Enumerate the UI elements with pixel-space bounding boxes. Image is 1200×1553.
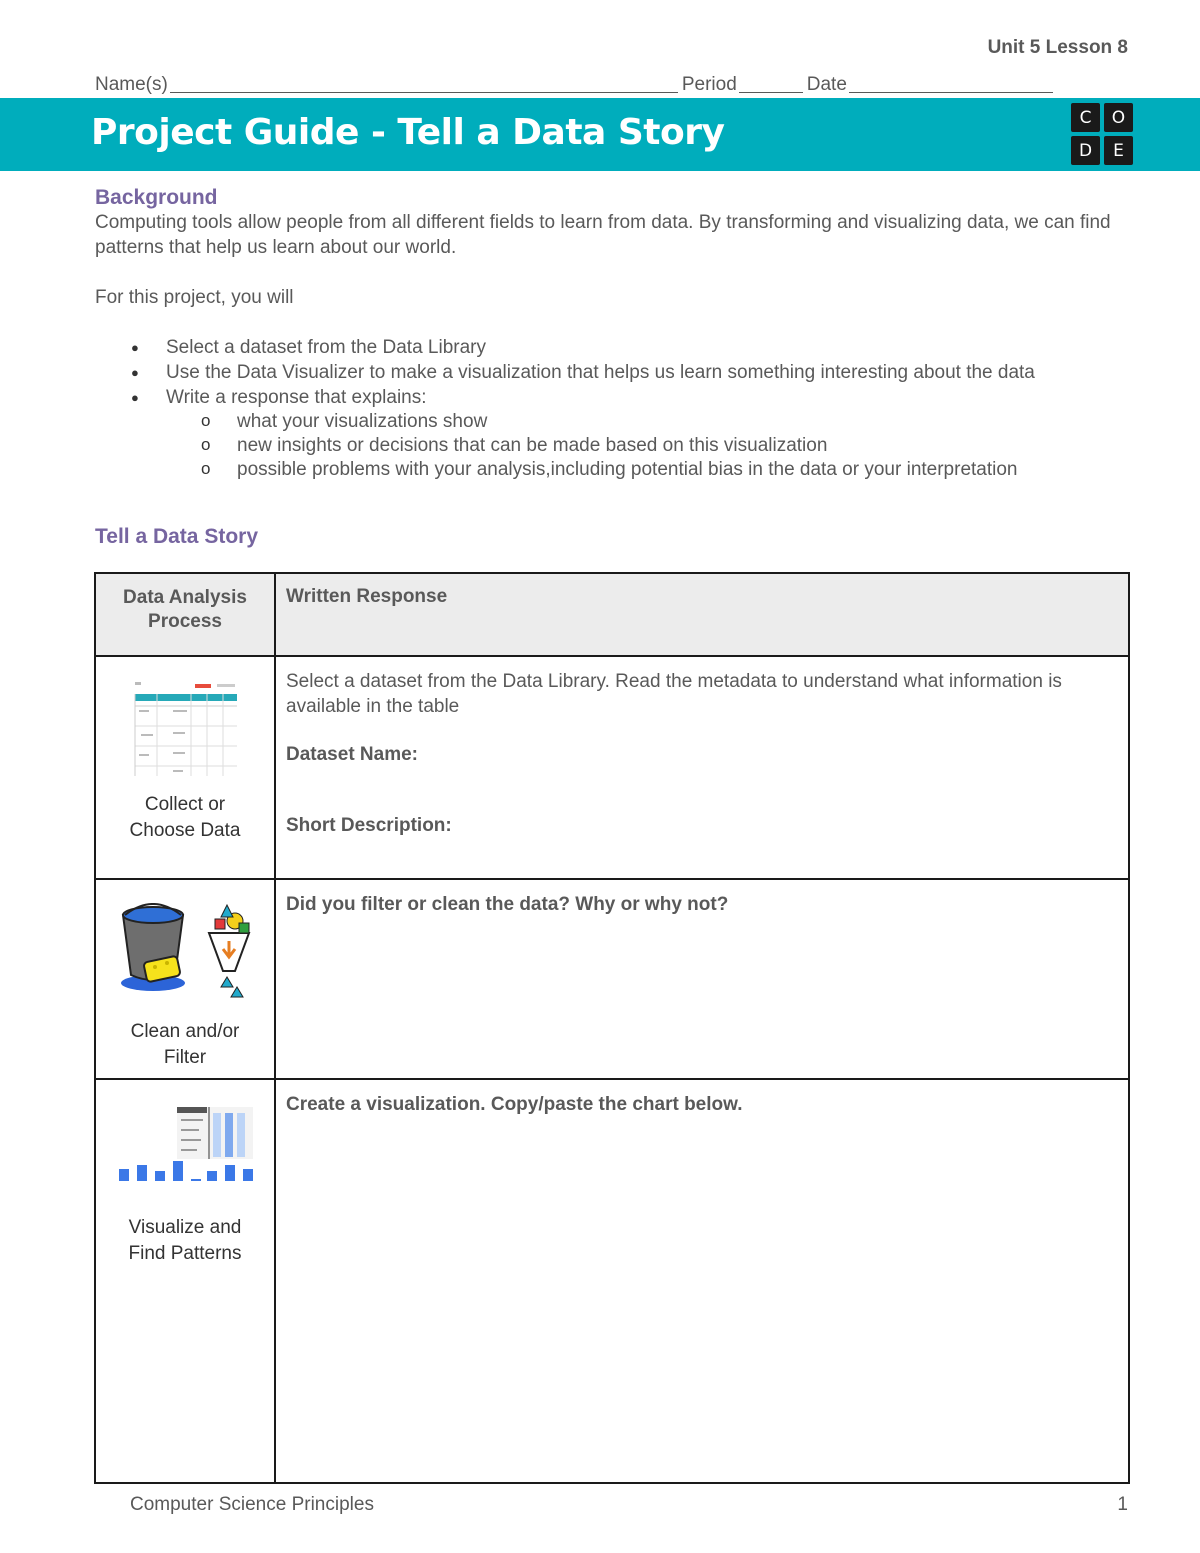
background-heading: Background bbox=[95, 186, 218, 209]
visualization-prompt: Create a visualization. Copy/paste the chart below. bbox=[286, 1094, 743, 1115]
collect-instruction: Select a dataset from the Data Library. Read the metadata to understand what information is available in the table bbox=[286, 671, 1062, 717]
list-item-label: Write a response that explains: bbox=[166, 387, 427, 408]
short-description-label: Short Description: bbox=[286, 815, 452, 836]
response-sub-list bbox=[166, 410, 1125, 482]
response-cell-clean[interactable] bbox=[275, 879, 1129, 1079]
project-intro: For this project, you will bbox=[95, 287, 294, 308]
list-item: o possible problems with your analysis,including potential bias in the data or your interpretation bbox=[166, 458, 1125, 482]
logo-letter-e: E bbox=[1104, 136, 1133, 165]
date-label: Date bbox=[806, 74, 847, 95]
background-text: Computing tools allow people from all different fields to learn from data. By transforming and visualizing data, we can find patterns that help us learn about our world. bbox=[95, 212, 1111, 258]
response-column-header: Written Response bbox=[275, 573, 1129, 656]
table-header-row bbox=[95, 573, 1129, 656]
logo-letter-o: O bbox=[1104, 103, 1133, 132]
name-blank[interactable] bbox=[170, 73, 678, 93]
unit-lesson-label: Unit 5 Lesson 8 bbox=[987, 37, 1128, 58]
code-logo bbox=[1071, 103, 1134, 166]
process-cell-clean bbox=[95, 879, 275, 1079]
name-label: Name(s) bbox=[95, 74, 168, 95]
bar-chart-icon bbox=[117, 1107, 253, 1187]
logo-letter-d: D bbox=[1071, 136, 1100, 165]
list-item: ● Use the Data Visualizer to make a visualization that helps us learn something interesting about the data bbox=[95, 360, 1125, 385]
list-item: o new insights or decisions that can be made based on this visualization bbox=[166, 434, 1125, 458]
page-number: 1 bbox=[1117, 1494, 1128, 1515]
date-blank[interactable] bbox=[849, 73, 1053, 93]
bucket-sponge-filter-icon bbox=[117, 903, 253, 999]
response-cell-visualize[interactable] bbox=[275, 1079, 1129, 1483]
data-story-table bbox=[94, 572, 1130, 1484]
list-item: ● Select a dataset from the Data Library bbox=[95, 335, 1125, 360]
logo-letter-c: C bbox=[1071, 103, 1100, 132]
period-label: Period bbox=[681, 74, 737, 95]
page-title: Project Guide - Tell a Data Story bbox=[91, 112, 725, 153]
footer-course: Computer Science Principles bbox=[130, 1494, 374, 1515]
story-heading: Tell a Data Story bbox=[95, 525, 258, 548]
period-blank[interactable] bbox=[739, 73, 803, 93]
data-table-icon bbox=[133, 682, 237, 778]
response-cell-collect[interactable] bbox=[275, 656, 1129, 879]
process-label: Clean and/or Filter bbox=[130, 1021, 240, 1068]
table-row bbox=[95, 879, 1129, 1079]
process-cell-collect bbox=[95, 656, 275, 879]
process-label: Collect or Choose Data bbox=[129, 794, 241, 841]
table-row bbox=[95, 656, 1129, 879]
table-row bbox=[95, 1079, 1129, 1483]
student-info-line bbox=[95, 73, 1080, 96]
clean-filter-prompt: Did you filter or clean the data? Why or why not? bbox=[286, 894, 729, 915]
project-task-list bbox=[95, 335, 1125, 482]
process-cell-visualize bbox=[95, 1079, 275, 1483]
process-label: Visualize and Find Patterns bbox=[128, 1217, 242, 1264]
process-column-header: Data Analysis Process bbox=[95, 573, 275, 656]
list-item: o what your visualizations show bbox=[166, 410, 1125, 434]
list-item bbox=[95, 385, 1125, 482]
dataset-name-label: Dataset Name: bbox=[286, 744, 418, 765]
title-banner bbox=[0, 98, 1200, 171]
